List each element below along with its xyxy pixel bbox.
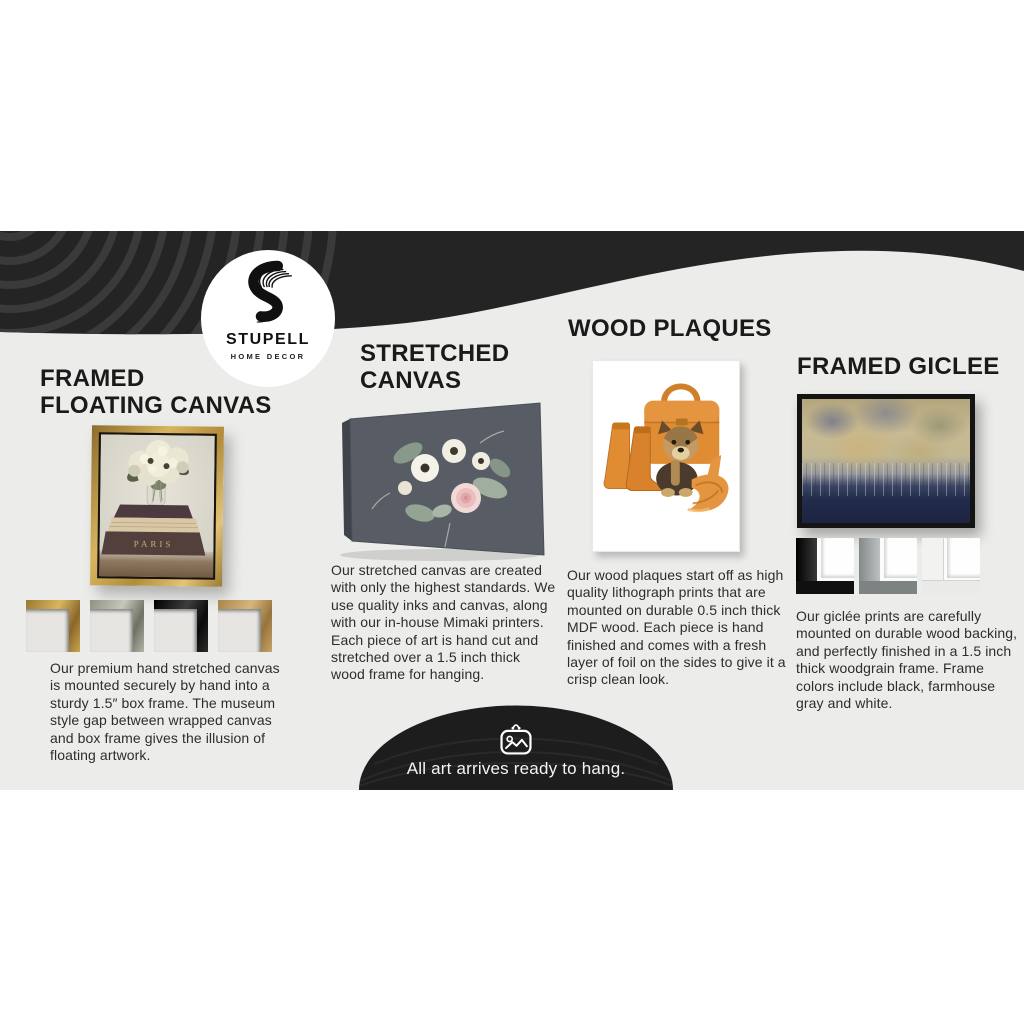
description-stretched-canvas: Our stretched canvas are created with only the highest standards. We use quality inks and canvas, along with our in-house Mimaki printers. Each piece of art is hand cut and stretched over a 1.5 inch thick wood frame for hanging. xyxy=(331,562,556,683)
swatch-canvas xyxy=(947,538,980,578)
description-framed-floating-canvas: Our premium hand stretched canvas is mounted securely by hand into a sturdy 1.5″ box frame. The museum style gap between wrapped canvas and box frame gives the illusion of floating artwork. xyxy=(50,660,280,764)
framed-giclee-product-image xyxy=(797,394,975,528)
brand-tagline: HOME DECOR xyxy=(230,352,306,361)
swatch-canvas xyxy=(218,609,261,652)
stretched-canvas-product-image xyxy=(330,393,550,565)
dog-and-bag-artwork xyxy=(593,361,739,551)
frame-swatch-tan xyxy=(218,600,272,652)
floating-frame-gap xyxy=(97,432,217,579)
giclee-frame-swatch-gray xyxy=(859,538,917,594)
stupell-s-swirl-icon xyxy=(233,258,303,330)
book-spine-label: PARIS xyxy=(133,538,174,550)
section-title-stretched-canvas: STRETCHED CANVAS xyxy=(360,340,510,394)
section-title-framed-giclee: FRAMED GICLEE xyxy=(797,353,1000,380)
floating-canvas-product-image xyxy=(90,425,224,587)
section-title-wood-plaques: WOOD PLAQUES xyxy=(568,315,772,342)
brand-name: STUPELL xyxy=(225,331,311,348)
hydrangea-books-artwork xyxy=(99,434,215,577)
swatch-canvas xyxy=(90,609,133,652)
swatch-canvas xyxy=(884,538,917,578)
giclee-frame-swatch-white xyxy=(922,538,980,594)
description-wood-plaques: Our wood plaques start off as high quality lithograph prints that are mounted on durable 0.5 inch thick MDF wood. Each piece is hand finished and comes with a fresh layer of foil on the sides to give it a crisp clean look. xyxy=(567,567,786,688)
paint-streaks-texture xyxy=(802,463,970,495)
frame-swatch-silver xyxy=(90,600,144,652)
top-wave-band xyxy=(0,231,1024,341)
framed-picture-icon xyxy=(494,720,538,758)
section-title-framed-floating-canvas: FRAMED FLOATING CANVAS xyxy=(40,365,272,419)
frame-swatch-gold xyxy=(26,600,80,652)
footer-message: All art arrives ready to hang. xyxy=(406,759,626,778)
abstract-giclee-artwork xyxy=(802,399,970,523)
swatch-canvas xyxy=(26,609,69,652)
giclee-frame-swatch-black xyxy=(796,538,854,594)
swatch-canvas xyxy=(154,609,197,652)
swatch-canvas xyxy=(821,538,854,578)
description-framed-giclee: Our giclée prints are carefully mounted on durable wood backing, and perfectly finished in a 1.5 inch thick woodgrain frame. Frame colors include black, farmhouse gray and white. xyxy=(796,608,1018,712)
frame-swatch-black xyxy=(154,600,208,652)
wood-plaque-product-image xyxy=(592,360,740,552)
